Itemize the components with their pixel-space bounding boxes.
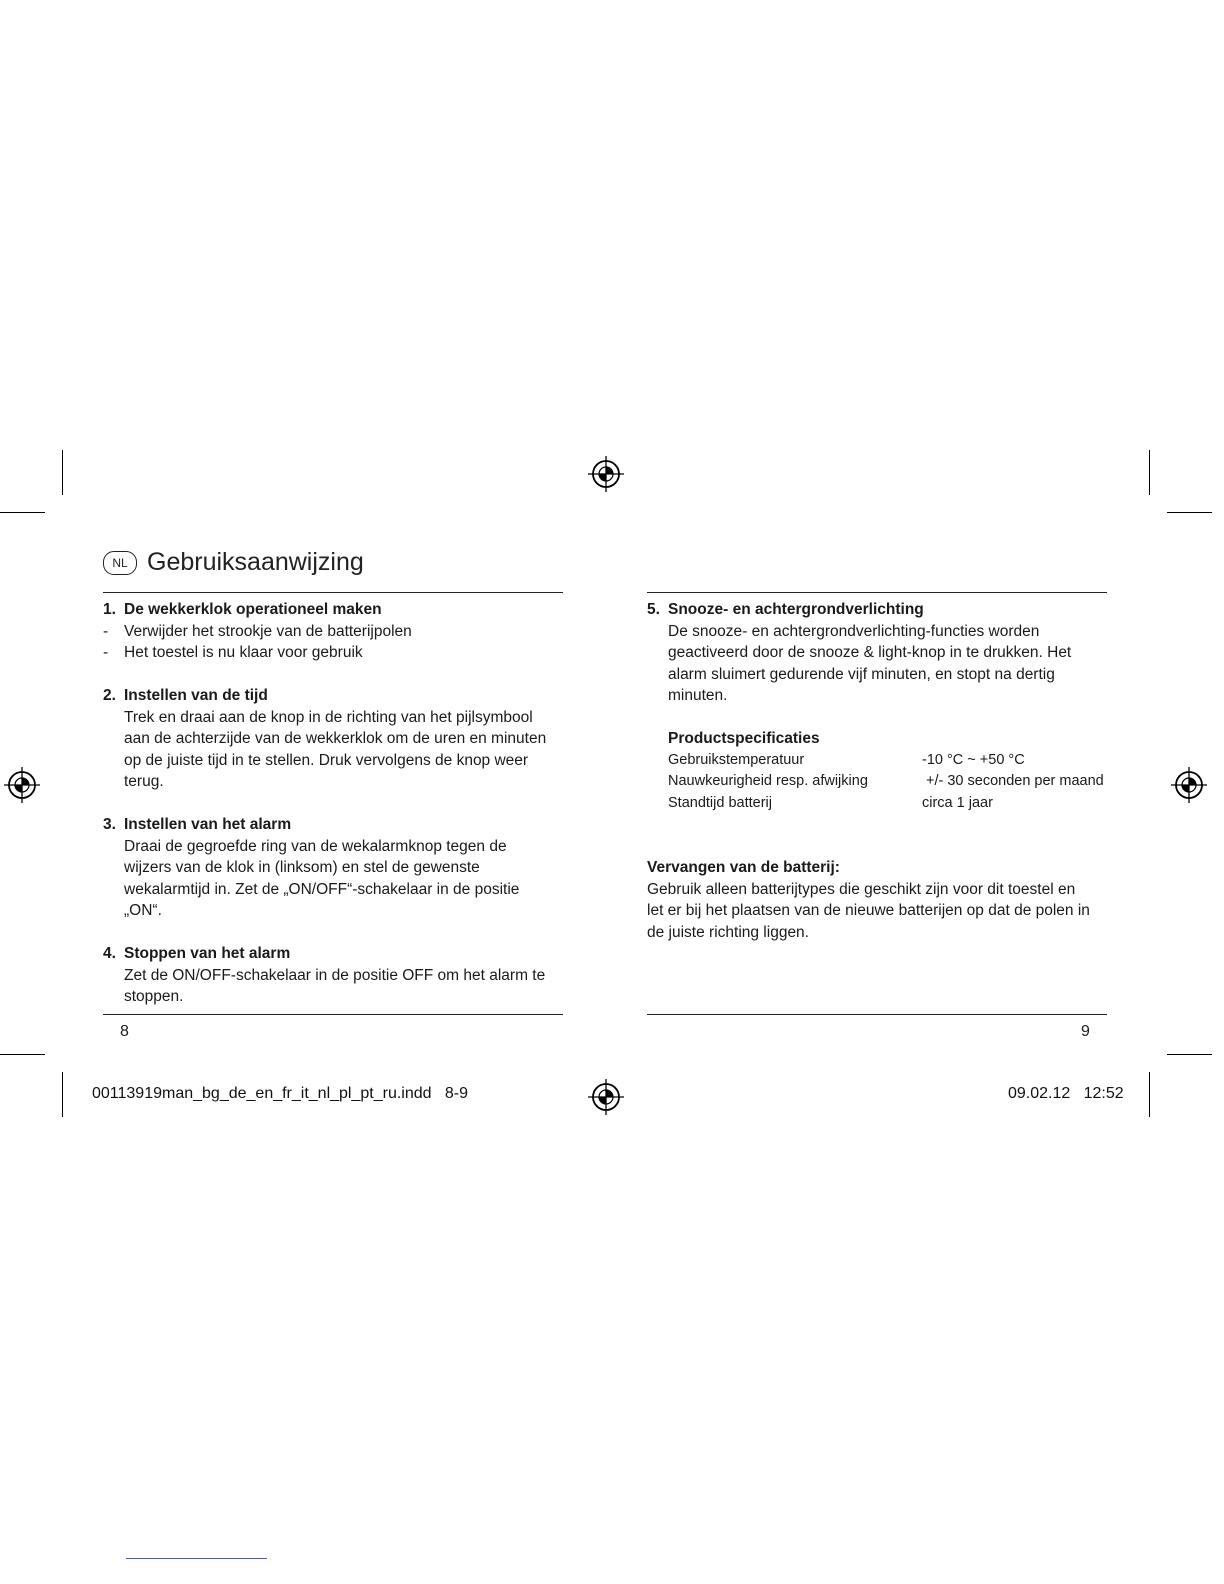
spec-row: Nauwkeurigheid resp. afwijking +/- 30 seconden per maand [668, 773, 1104, 789]
section-number: 1. [103, 601, 116, 618]
section-2 [103, 685, 573, 793]
section-3 [103, 814, 573, 922]
page-header [103, 548, 364, 577]
section-body: Zet de ON/OFF-schakelaar in de positie OFF om het alarm te stoppen. [124, 966, 546, 1005]
section-1 [103, 599, 573, 664]
slug-filename: 00113919man_bg_de_en_fr_it_nl_pl_pt_ru.indd 8-9 [92, 1085, 469, 1102]
right-column [647, 599, 1117, 943]
crop-mark [1149, 1072, 1150, 1117]
section-5 [647, 599, 1117, 707]
section-title: Instellen van de tijd [124, 687, 268, 704]
bottom-rule-right [647, 1014, 1107, 1015]
crop-mark [62, 1072, 63, 1117]
registration-mark-icon [1169, 765, 1209, 805]
section-title: Stoppen van het alarm [124, 945, 291, 962]
crop-mark [1167, 1054, 1212, 1055]
crop-mark [0, 1054, 45, 1055]
section-number: 3. [103, 816, 116, 833]
link-underline [126, 1558, 267, 1559]
section-body: De snooze- en achtergrondverlichting-functies worden geactiveerd door de snooze & light-knop in te drukken. Het alarm sluimert gedurende vijf minuten, en stopt na dertig minuten. [668, 622, 1072, 704]
list-item: - Verwijder het strookje van de batterijpolen [103, 622, 412, 640]
crop-mark [1149, 450, 1150, 495]
crop-mark [1167, 512, 1212, 513]
section-number: 2. [103, 687, 116, 704]
section-number: 5. [647, 601, 660, 618]
page-number-right: 9 [1081, 1023, 1090, 1040]
page-title: Gebruiksaanwijzing [147, 548, 364, 576]
section-title: Snooze- en achtergrondverlichting [668, 601, 924, 618]
crop-mark [0, 512, 45, 513]
spec-row: Gebruikstemperatuur -10 °C ~ +50 °C [668, 751, 1025, 768]
left-column [103, 599, 573, 1029]
registration-mark-icon [586, 454, 626, 494]
section-number: 4. [103, 945, 116, 962]
crop-mark [62, 450, 63, 495]
registration-mark-icon [586, 1077, 626, 1117]
language-badge: NL [103, 551, 137, 575]
section-title: Instellen van het alarm [124, 816, 292, 833]
page-number-left: 8 [120, 1023, 129, 1040]
battery-section: Vervangen van de batterij: Gebruik alleen batterijtypes die geschikt zijn voor dit toestel en let er bij het plaatsen van de nieuwe batterijen op dat de polen in de juiste richting liggen. [647, 857, 1117, 943]
section-4 [103, 943, 573, 1008]
battery-title: Vervangen van de batterij: [647, 859, 840, 876]
product-specs [647, 728, 1117, 814]
list-item: - Het toestel is nu klaar voor gebruik [103, 644, 363, 661]
section-body: Trek en draai aan de knop in de richting van het pijlsymbool aan de achterzijde van de wekkerklok om de uren en minuten op de juiste tijd in te stellen. Druk vervolgens de knop weer terug. [124, 708, 547, 790]
slug-datetime: 09.02.12 12:52 [1008, 1085, 1124, 1102]
registration-mark-icon [2, 765, 42, 805]
top-rule-left [103, 592, 563, 593]
spec-row: Standtijd batterij circa 1 jaar [668, 794, 993, 811]
specs-title: Productspecificaties [668, 730, 820, 747]
section-body: Draai de gegroefde ring van de wekalarmknop tegen de wijzers van de klok in (linksom) en stel de gewenste wekalarmtijd in. Zet de „ON/OFF“-schakelaar in de positie „ON“. [124, 837, 520, 919]
section-title: De wekkerklok operationeel maken [124, 601, 382, 618]
top-rule-right [647, 592, 1107, 593]
